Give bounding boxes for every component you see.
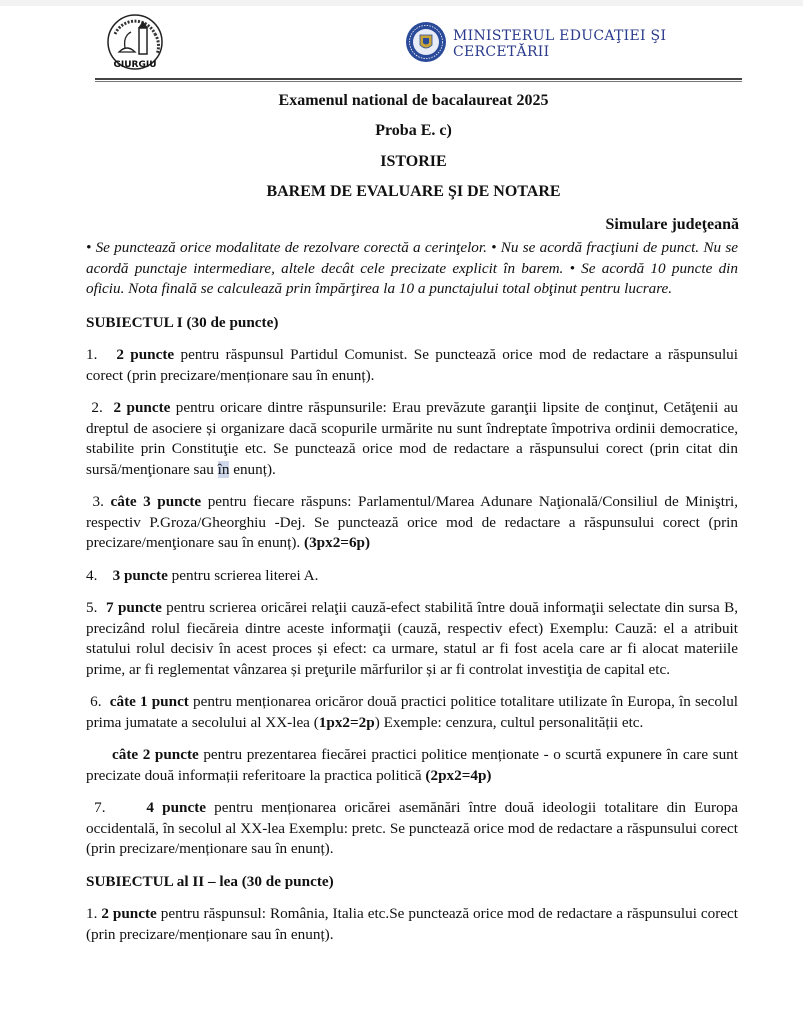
- exam-title: Examenul national de bacalaureat 2025: [278, 92, 549, 109]
- ministry-logo: [405, 22, 745, 66]
- list-item: 7. 4 puncte pentru menționarea oricărei asemănări între două ideologii totalitare din Europa occidentală, în secolul al XX-lea Exemplu: pretc. Se punctează orice mod de redactare a răspunsului corect (prin precizare/menționare sau în enunț).: [86, 799, 739, 857]
- svg-text:GIURGIU: GIURGIU: [113, 60, 157, 70]
- list-item: 4. 3 puncte pentru scrierea literei A.: [86, 566, 319, 584]
- document-body: [86, 238, 738, 957]
- list-item: 2. 2 puncte pentru oricare dintre răspunsurile: Erau prevăzute garanţii lipsite de conţinut, Cetăţenii au dreptul de asociere și organizare dacă scopurile urmărite nu sunt îndreptate împotriva ordinii democratice, stabilite prin Constituţie etc. Se punctează orice mod de redactare a răspunsului corect (prin citat din sursă/menţionare sau în enunț).: [86, 399, 739, 478]
- list-item: câte 2 puncte pentru prezentarea fiecărei practici politice menționate - o scurtă expunere în care sunt precizate două informații referitoare la practica politică (2px2=4p): [86, 746, 738, 784]
- list-item: 6. câte 1 punct pentru menționarea oricăror două practici politice totalitare utilizate în Europa, în secolul prima jumatate a secolului al XX-lea (1px2=2p) Exemple: cenzura, cultul personalității etc.: [86, 693, 739, 731]
- barem-title: BAREM DE EVALUARE ŞI DE NOTARE: [266, 183, 561, 200]
- proba-title: Proba E. c): [375, 122, 452, 139]
- isj-giurgiu-logo-icon: [103, 14, 167, 72]
- government-emblem-icon: [405, 21, 447, 68]
- list-item: 1. 2 puncte pentru răspunsul: România, Italia etc.Se punctează orice mod de redactare a răspunsului corect (prin precizare/menționare sau în enunț).: [86, 905, 738, 943]
- document-header: [95, 10, 745, 86]
- subject-title: ISTORIE: [380, 153, 447, 170]
- header-divider: [95, 78, 742, 82]
- list-item: 3. câte 3 puncte pentru fiecare răspuns: Parlamentul/Marea Adunare Naţională/Consiliul de Miniştri, respectiv P.Groza/Gheorghiu -Dej. Se punctează orice mod de redactare a răspunsului corect (prin precizare/menţionare sau în enunț). (3px2=6p): [86, 493, 739, 551]
- ministry-name: MINISTERUL EDUCAŢIEI ŞI CERCETĂRII: [453, 28, 667, 60]
- list-item: 1. 2 puncte pentru răspunsul Partidul Comunist. Se punctează orice mod de redactare a răspunsului corect (prin precizare/menționare sau în enunț).: [86, 346, 738, 384]
- list-item: 5. 7 puncte pentru scrierea oricărei relaţii cauză-efect stabilită între două informaţii selectate din sursa B, precizând rolul fiecăreia dintre aceste informaţii (cauză, respectiv efect) Exemplu: Cauză: el a atribuit statului rolul decisiv în acest proces și efect: ca urmare, statul ar fi fost acela care ar fi alocat materiile prime, ar fi reglementat vânzarea și preţurile mărfurilor și ar fi controlat investiţia de capital etc.: [86, 599, 739, 678]
- general-instructions: • Se punctează orice modalitate de rezolvare corectă a cerinţelor. • Nu se acordă fracţiuni de punct. Nu se acordă punctaje intermediare, altele decât cele precizate explicit în barem. • Se acordă 10 puncte din oficiu. Nota finală se calculează prin împărţirea la 10 a punctajului total obţinut pentru lucrare.: [86, 239, 738, 297]
- section-heading-subiectul-1: SUBIECTUL I (30 de puncte): [86, 313, 279, 331]
- section-heading-subiectul-2: SUBIECTUL al II – lea (30 de puncte): [86, 872, 334, 890]
- simulare-label: Simulare judeţeană: [605, 216, 739, 233]
- text-selection-highlight: în: [217, 460, 230, 478]
- top-edge: [0, 0, 803, 6]
